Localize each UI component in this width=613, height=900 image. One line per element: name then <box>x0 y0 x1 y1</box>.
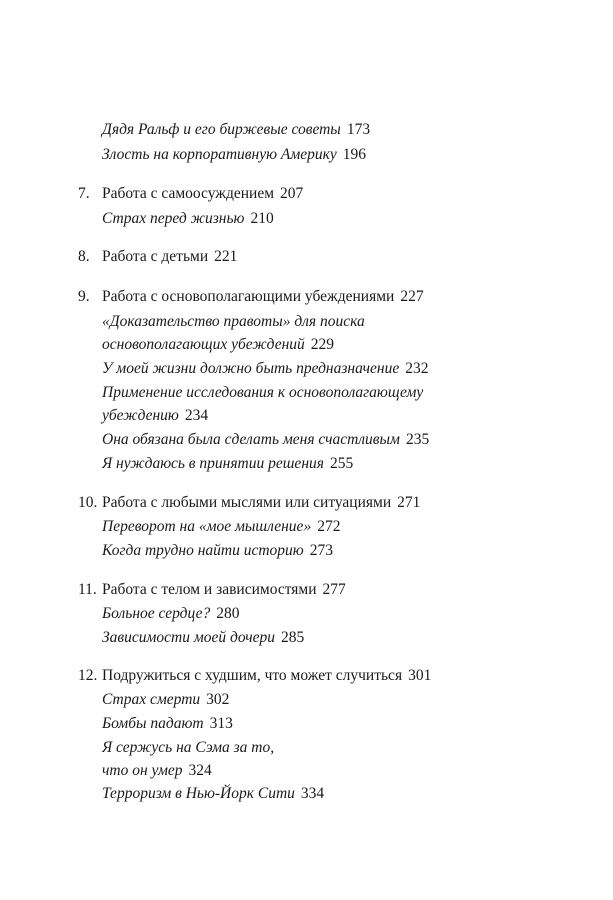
page-number: 272 <box>317 518 341 535</box>
entry-title: Когда трудно найти историю <box>102 542 304 559</box>
chapter-title: Работа с основополагающими убеждениями <box>102 288 395 305</box>
chapter-number: 7. <box>78 185 90 202</box>
entry-title: Я сержусь на Сэма за то, <box>102 739 275 756</box>
page-number: 232 <box>405 360 429 377</box>
chapter-number: 10. <box>78 494 98 511</box>
entry-title: Злость на корпоративную Америку <box>102 146 337 163</box>
page-number: 196 <box>342 146 367 163</box>
entry-title: Она обязана была сделать меня счастливым <box>102 431 400 448</box>
entry-title: Дядя Ральф и его биржевые советы <box>102 121 341 138</box>
entry-title: Страх перед жизнью <box>102 210 245 227</box>
entry-title: Зависимости моей дочери <box>102 629 275 646</box>
entry-title: Переворот на «мое мышление» <box>102 518 312 535</box>
page-number: 227 <box>400 288 424 305</box>
page-number: 301 <box>408 667 432 684</box>
page-number: 324 <box>188 762 212 779</box>
page-number: 334 <box>300 785 325 802</box>
entry-title: что он умер <box>102 762 183 779</box>
page-number: 221 <box>214 248 238 265</box>
page-number: 173 <box>346 121 371 138</box>
entry-title: убеждению <box>102 407 179 424</box>
page-number: 271 <box>397 494 421 511</box>
page-number: 302 <box>206 691 230 708</box>
chapter-title: Подружиться с худшим, что может случиться <box>102 667 403 684</box>
page-number: 277 <box>322 581 346 598</box>
page-number: 273 <box>309 542 333 559</box>
page-number: 207 <box>280 185 304 202</box>
entry-title: Применение исследования к основополагающему <box>102 384 424 401</box>
chapter-title: Работа с телом и зависимостями <box>102 581 317 598</box>
page-number: 285 <box>280 629 305 646</box>
chapter-number: 8. <box>78 248 90 265</box>
chapter-number: 9. <box>78 288 90 305</box>
entry-title: Больное сердце? <box>102 605 211 622</box>
chapter-title: Работа с детьми <box>102 248 209 265</box>
entry-title: Бомбы падают <box>102 715 204 732</box>
entry-title: основополагающих убеждений <box>102 336 305 353</box>
chapter-title: Работа с любыми мыслями или ситуациями <box>102 494 392 511</box>
chapter-number: 12. <box>78 667 98 684</box>
page-number: 210 <box>250 210 274 227</box>
page-number: 255 <box>329 455 354 472</box>
entry-title: У моей жизни должно быть предназначение <box>102 360 400 377</box>
page-number: 280 <box>216 605 240 622</box>
page-number: 313 <box>209 715 233 732</box>
entry-title: Терроризм в Нью-Йорк Сити <box>102 785 295 802</box>
page-number: 234 <box>184 407 209 424</box>
page-number: 229 <box>310 336 335 353</box>
entry-title: Страх смерти <box>102 691 201 708</box>
entry-title: Я нуждаюсь в принятии решения <box>102 455 324 472</box>
chapter-title: Работа с самоосуждением <box>102 185 275 202</box>
entry-title: «Доказательство правоты» для поиска <box>102 313 365 330</box>
page-number: 235 <box>405 431 430 448</box>
chapter-number: 11. <box>78 581 97 598</box>
